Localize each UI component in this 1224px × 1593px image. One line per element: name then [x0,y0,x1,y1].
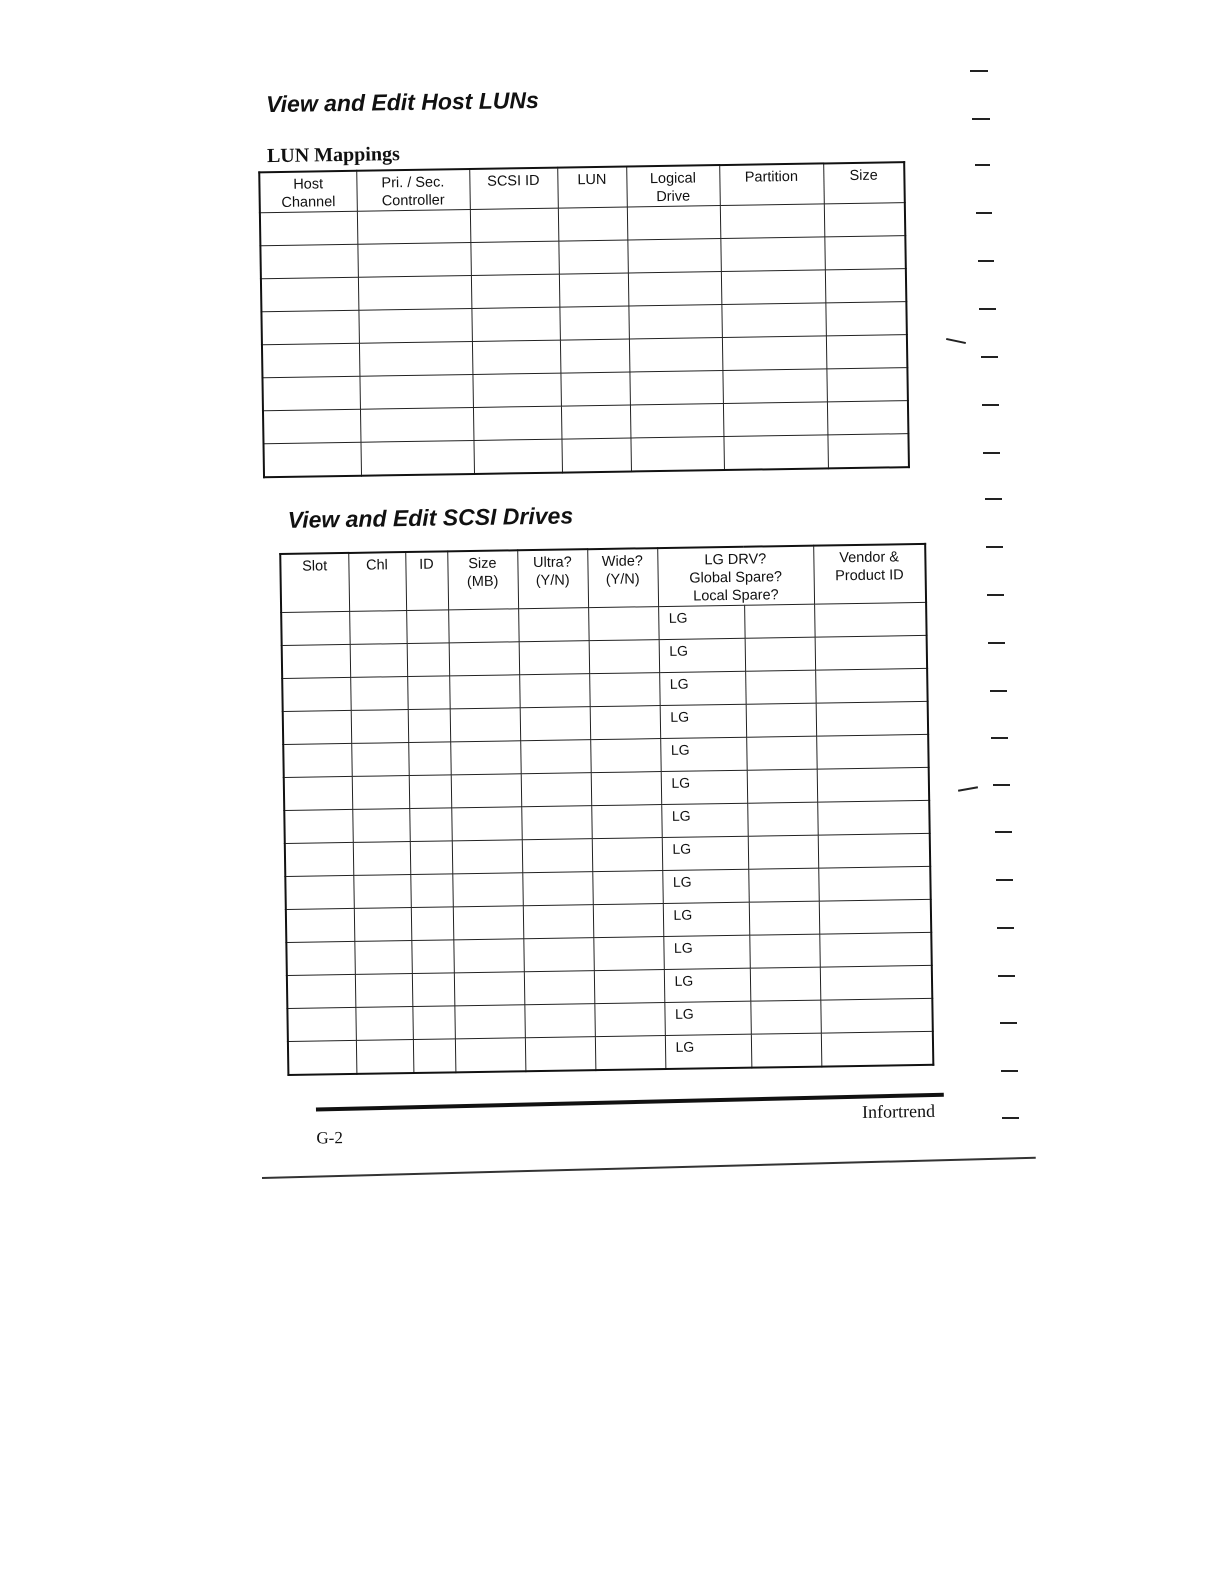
blank-cell [413,1039,456,1073]
blank-cell [561,405,631,439]
blank-cell [748,835,819,869]
blank-cell [284,776,353,810]
blank-cell [409,775,452,809]
blank-cell [470,208,559,242]
blank-cell [593,904,664,938]
margin-tick [990,690,1007,692]
column-header [587,548,658,608]
column-header [259,171,357,213]
blank-cell [558,240,628,274]
blank-cell [406,610,449,644]
blank-cell [358,275,472,310]
column-header-line: Drive [656,188,691,206]
blank-cell [825,302,907,336]
blank-cell [519,674,590,708]
lun-mappings-subtitle: LUN Mappings [266,143,400,168]
blank-cell [262,343,360,378]
column-header-line: Vendor & [839,549,900,567]
blank-cell [522,872,593,906]
blank-cell [818,833,931,868]
blank-cell [410,874,453,908]
lg-drive-cell: LG [663,935,750,969]
blank-cell [358,308,472,343]
column-header-line: ID [419,556,434,573]
blank-cell [593,937,664,971]
blank-cell [360,407,474,442]
blank-cell [588,607,659,641]
blank-cell [592,838,663,872]
blank-cell [628,305,722,339]
lg-drive-cell: LG [661,770,748,804]
margin-tick [985,498,1002,500]
blank-cell [749,901,820,935]
column-header [348,552,406,611]
blank-cell [745,637,816,671]
column-header-line: Size [849,167,878,185]
blank-cell [351,710,409,744]
blank-cell [519,641,590,675]
margin-tick [981,356,998,358]
blank-cell [591,805,662,839]
margin-tick [982,404,999,406]
margin-tick [983,452,1000,454]
margin-tick [978,260,994,262]
lg-drive-cell: LG [665,1034,752,1068]
column-header [823,162,905,204]
blank-cell [470,241,559,275]
blank-cell [824,236,906,270]
lg-drive-cell: LG [658,605,745,639]
margin-tick [970,70,988,72]
column-header [405,551,448,610]
blank-cell [286,908,355,942]
column-header-line: Slot [302,558,328,575]
blank-cell [722,336,827,371]
blank-cell [746,736,817,770]
blank-cell [281,611,350,645]
blank-cell [524,971,595,1005]
blank-cell [409,808,452,842]
blank-cell [817,800,930,835]
blank-cell [286,941,355,975]
column-header-line: (Y/N) [605,571,640,588]
margin-tick [972,118,990,120]
blank-cell [628,272,722,306]
blank-cell [282,677,351,711]
blank-cell [450,741,521,775]
blank-cell [473,439,562,473]
blank-cell [750,967,821,1001]
blank-cell [359,374,473,409]
blank-cell [412,1006,455,1040]
column-header-line: Wide? [601,553,644,570]
blank-cell [827,434,909,468]
blank-cell [520,740,591,774]
column-header-line: Channel [281,194,336,211]
blank-cell [264,442,362,477]
column-header-line: Partition [744,168,799,186]
blank-cell [720,204,825,239]
blank-cell [357,209,471,244]
blank-cell [260,211,358,246]
blank-cell [591,772,662,806]
blank-cell [450,708,521,742]
lg-drive-cell: LG [660,737,747,771]
blank-cell [262,376,360,411]
blank-cell [355,1006,413,1040]
blank-cell [353,875,411,909]
blank-cell [723,402,828,437]
margin-tick [979,308,996,310]
blank-cell [721,270,826,305]
blank-cell [559,306,629,340]
blank-cell [629,338,723,372]
blank-cell [827,401,909,435]
lg-drive-cell: LG [659,638,746,672]
blank-cell [821,1031,934,1066]
blank-cell [411,907,454,941]
column-header [447,550,518,610]
lg-drive-cell: LG [662,869,749,903]
blank-cell [352,809,410,843]
blank-cell [824,203,906,237]
blank-cell [816,734,929,769]
blank-cell [722,369,827,404]
blank-cell [452,840,523,874]
blank-cell [627,206,721,240]
blank-cell [283,743,352,777]
blank-cell [721,303,826,338]
scsi-drives-table [279,543,934,1076]
lg-drive-cell: LG [662,836,749,870]
blank-cell [355,974,413,1008]
blank-cell [820,998,933,1033]
column-header-line: Chl [365,557,388,574]
blank-cell [589,640,660,674]
blank-cell [723,435,828,470]
blank-cell [589,673,660,707]
blank-cell [285,875,354,909]
blank-cell [749,934,820,968]
blank-cell [453,939,524,973]
blank-cell [559,273,629,307]
column-header [469,168,558,210]
column-header [626,165,720,207]
blank-cell [820,965,933,1000]
blank-cell [826,368,908,402]
margin-tick [995,831,1012,833]
blank-cell [748,868,819,902]
column-header [719,163,824,205]
blank-cell [751,1033,822,1067]
lg-drive-cell: LG [663,902,750,936]
column-header-line: Host [293,176,324,193]
blank-cell [260,244,358,279]
blank-cell [449,642,520,676]
blank-cell [449,675,520,709]
blank-cell [627,239,721,273]
margin-tick [975,164,990,166]
column-header-line: (Y/N) [535,572,570,590]
blank-cell [818,866,931,901]
margin-tick [998,975,1015,977]
column-header [280,553,349,613]
blank-cell [520,707,591,741]
blank-cell [590,739,661,773]
page-number: G-2 [316,1128,344,1148]
blank-cell [630,404,724,438]
blank-cell [285,842,354,876]
blank-cell [524,1004,595,1038]
blank-cell [408,742,451,776]
blank-cell [454,1005,525,1039]
margin-tick [988,642,1005,644]
blank-cell [351,743,409,777]
blank-cell [750,1000,821,1034]
blank-cell [359,341,473,376]
blank-cell [408,709,451,743]
blank-cell [455,1038,526,1072]
footer-rule [316,1093,944,1112]
blank-cell [817,767,930,802]
blank-cell [826,335,908,369]
blank-cell [521,773,592,807]
scsi-header-row [280,544,926,613]
column-header [517,549,588,609]
blank-cell [471,307,560,341]
blank-cell [523,905,594,939]
blank-cell [261,277,359,312]
blank-cell [825,269,907,303]
blank-cell [814,602,927,637]
column-header-line: SCSI ID [487,172,540,190]
blank-cell [349,611,407,645]
host-luns-title: View and Edit Host LUNs [265,86,539,118]
blank-cell [525,1037,596,1071]
blank-cell [282,644,351,678]
blank-cell [472,373,561,407]
blank-cell [263,409,361,444]
column-header-line: Controller [381,192,445,210]
blank-cell [629,371,723,405]
blank-cell [261,310,359,345]
blank-cell [288,1040,357,1074]
blank-cell [523,938,594,972]
margin-tick [1001,1070,1018,1072]
blank-cell [560,339,630,373]
blank-cell [412,973,455,1007]
margin-tick [987,594,1004,596]
blank-cell [352,776,410,810]
blank-cell [592,871,663,905]
blank-cell [350,677,408,711]
blank-cell [451,774,522,808]
lg-drive-cell: LG [664,1001,751,1035]
margin-tick [1002,1117,1019,1119]
blank-cell [560,372,630,406]
blank-cell [448,609,519,643]
column-header [813,544,926,604]
column-header-line: LUN [577,171,607,189]
blank-cell [746,703,817,737]
margin-tick [991,737,1008,739]
blank-cell [452,873,523,907]
blank-cell [287,1007,356,1041]
blank-cell [472,340,561,374]
column-header-line: Size [468,555,497,573]
blank-cell [815,668,928,703]
column-header-line: Ultra? [532,554,572,572]
blank-cell [590,706,661,740]
blank-cell [454,972,525,1006]
blank-cell [816,701,929,736]
lun-mappings-table [258,161,910,478]
blank-cell [720,237,825,272]
column-header [557,167,627,209]
blank-cell [354,941,412,975]
column-header-line: Local Spare? [693,587,779,605]
blank-cell [594,970,665,1004]
lg-drive-cell: LG [664,968,751,1002]
blank-cell [353,842,411,876]
blank-cell [451,807,522,841]
blank-cell [747,802,818,836]
blank-cell [356,1039,414,1073]
blank-cell [410,841,453,875]
blank-cell [473,406,562,440]
blank-cell [558,207,628,241]
blank-cell [287,974,356,1008]
blank-cell [561,438,631,472]
column-header [356,169,470,211]
lg-drive-cell: LG [661,803,748,837]
margin-tick [993,784,1010,786]
blank-cell [453,906,524,940]
blank-cell [407,676,450,710]
blank-cell [360,440,474,475]
blank-cell [819,932,932,967]
blank-cell [354,908,412,942]
column-header [657,546,814,607]
blank-cell [518,608,589,642]
blank-cell [630,437,724,471]
margin-tick [976,212,992,214]
column-header-line: LG DRV? [704,551,767,569]
margin-tick [997,927,1014,929]
footer-brand: Infortrend [861,1100,936,1122]
blank-cell [595,1036,666,1070]
blank-cell [350,644,408,678]
margin-tick [996,879,1013,881]
blank-cell [819,899,932,934]
blank-cell [283,710,352,744]
blank-cell [407,643,450,677]
blank-cell [747,769,818,803]
scsi-drives-title: View and Edit SCSI Drives [287,502,574,533]
blank-cell [815,635,928,670]
blank-cell [744,604,815,638]
column-header-line: Global Spare? [689,569,783,587]
blank-cell [522,839,593,873]
blank-cell [745,670,816,704]
blank-cell [594,1003,665,1037]
margin-tick [1000,1022,1017,1024]
lg-drive-cell: LG [659,671,746,705]
margin-tick [986,546,1003,548]
blank-cell [357,242,471,277]
blank-cell [471,274,560,308]
column-header-line: (MB) [466,573,499,591]
blank-cell [521,806,592,840]
column-header-line: Logical [649,170,696,188]
blank-cell [284,809,353,843]
column-header-line: Product ID [835,567,904,585]
column-header-line: Pri. / Sec. [381,174,445,192]
lg-drive-cell: LG [660,704,747,738]
blank-cell [411,940,454,974]
